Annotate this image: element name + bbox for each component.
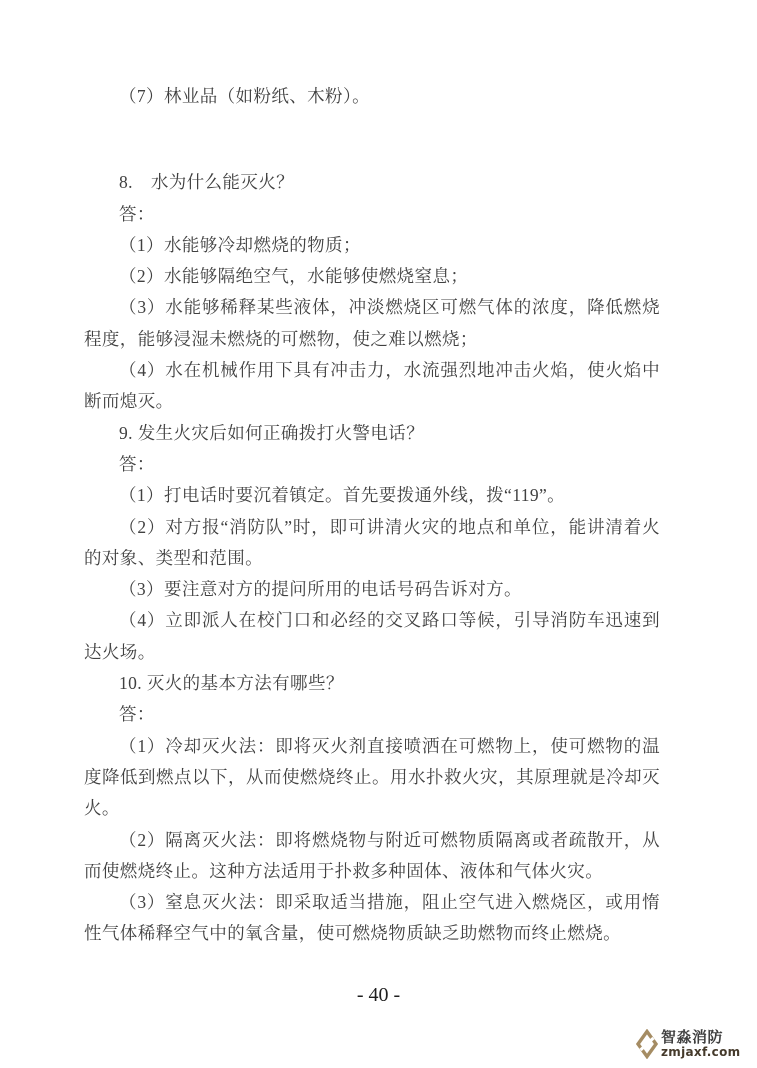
answer-8-item-3: （3）水能够稀释某些液体，冲淡燃烧区可燃气体的浓度，降低燃烧程度，能够浸湿未燃烧的可燃物，使之难以燃烧； [84,297,660,349]
answer-8-item-4: （4）水在机械作用下具有冲击力，水流强烈地冲击火焰，使火焰中断而熄灭。 [84,360,660,412]
answer-9-item-2: （2）对方报“消防队”时，即可讲清火灾的地点和单位，能讲清着火的对象、类型和范围。 [84,516,660,568]
question-10: 10. 灭火的基本方法有哪些？ [119,673,344,694]
answer-9-item-3: （3）要注意对方的提问所用的电话号码告诉对方。 [119,579,522,600]
answer-label-9: 答： [119,453,155,474]
list-item-7: （7）林业品（如粉纸、木粉）。 [119,86,370,106]
answer-8-item-2: （2）水能够隔绝空气，水能够使燃烧窒息； [119,266,469,287]
brand-logo-icon [636,1029,658,1059]
answer-10-item-3: （3）窒息灭火法：即采取适当措施，阻止空气进入燃烧区，或用惰性气体稀释空气中的氧含量，使可燃烧物质缺乏助燃物而终止燃烧。 [84,892,660,944]
brand-name: 智淼消防 [661,1029,724,1046]
brand-text [661,1029,740,1059]
answer-8-item-1: （1）水能够冷却燃烧的物质； [119,234,361,255]
answer-label-10: 答： [119,704,155,725]
page-number: - 40 - [356,984,401,1006]
answer-label-8: 答： [119,203,155,224]
answer-9-item-4: （4）立即派人在校门口和必经的交叉路口等候，引导消防车迅速到达火场。 [84,610,660,662]
document-body [84,81,660,950]
brand-watermark [636,1029,740,1059]
question-8: 8. 水为什么能灭火？ [119,172,295,193]
brand-url: zmjaxf.com [661,1045,741,1059]
blank-lines [84,112,660,167]
answer-10-item-1: （1）冷却灭火法：即将灭火剂直接喷洒在可燃物上，使可燃物的温度降低到燃点以下，从而使燃烧终止。用水扑救火灾，其原理就是冷却灭火。 [84,735,660,819]
answer-10-item-2: （2）隔离灭火法：即将燃烧物与附近可燃物质隔离或者疏散开，从而使燃烧终止。这种方法适用于扑救多种固体、液体和气体火灾。 [84,829,660,881]
question-9: 9. 发生火灾后如何正确拨打火警电话？ [119,422,425,443]
answer-9-item-1: （1）打电话时要沉着镇定。首先要拨通外线，拨“119”。 [119,485,566,506]
